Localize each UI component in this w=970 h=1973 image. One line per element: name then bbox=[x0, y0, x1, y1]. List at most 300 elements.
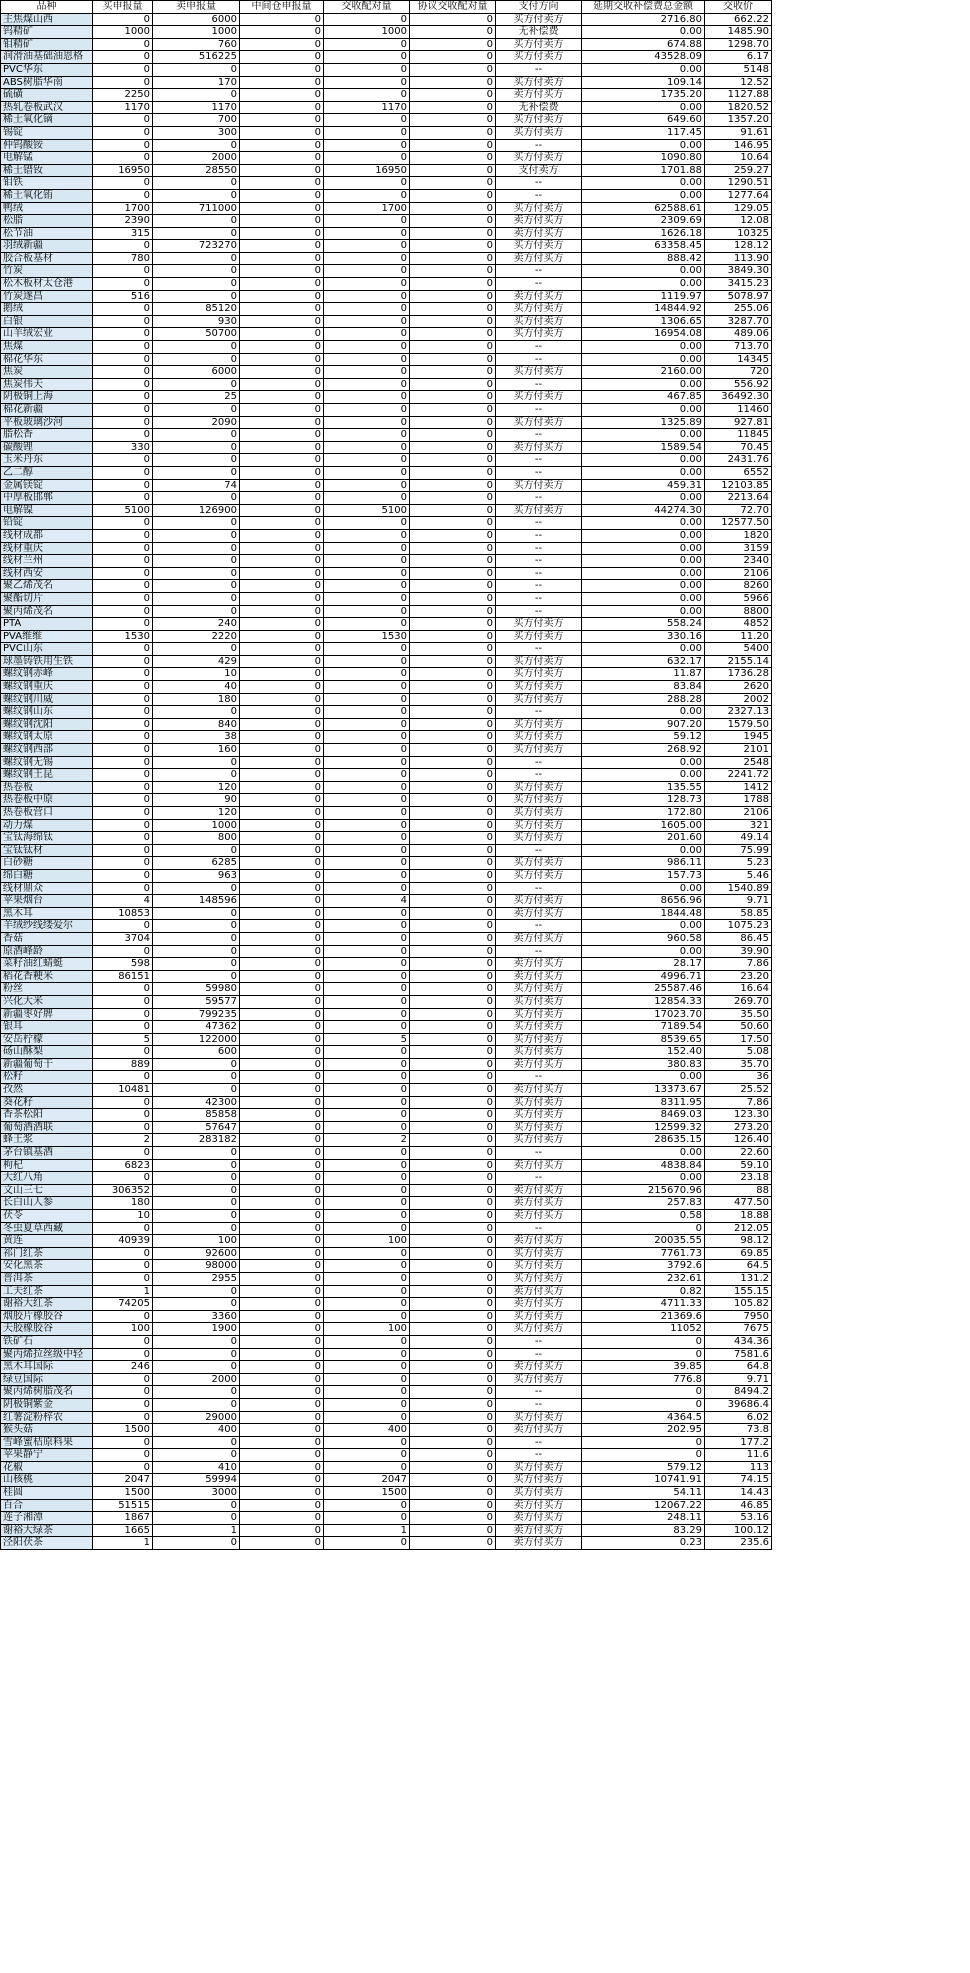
compensation-cell: 11.87 bbox=[582, 668, 705, 681]
payment-direction-cell: -- bbox=[496, 353, 582, 366]
compensation-cell: 1844.48 bbox=[582, 907, 705, 920]
agreement-qty-cell: 0 bbox=[410, 76, 496, 89]
intermediate-qty-cell: 0 bbox=[240, 1147, 324, 1160]
sell-qty-cell: 0 bbox=[153, 1436, 240, 1449]
matched-qty-cell: 0 bbox=[324, 1449, 410, 1462]
table-row bbox=[1, 1159, 772, 1172]
sell-qty-cell: 120 bbox=[153, 807, 240, 820]
payment-direction-cell: 卖方付买方 bbox=[496, 1512, 582, 1525]
price-cell: 64.8 bbox=[705, 1361, 772, 1374]
price-cell: 273.20 bbox=[705, 1121, 772, 1134]
payment-direction-cell: 买方付卖方 bbox=[496, 1109, 582, 1122]
table-row bbox=[1, 466, 772, 479]
matched-qty-cell: 1530 bbox=[324, 630, 410, 643]
sell-qty-cell: 0 bbox=[153, 265, 240, 278]
compensation-cell: 54.11 bbox=[582, 1487, 705, 1500]
sell-qty-cell: 760 bbox=[153, 38, 240, 51]
buy-qty-cell: 1700 bbox=[93, 202, 153, 215]
table-row bbox=[1, 1210, 772, 1223]
payment-direction-cell: -- bbox=[496, 341, 582, 354]
agreement-qty-cell: 0 bbox=[410, 1096, 496, 1109]
product-cell: 绵白糖 bbox=[1, 869, 93, 882]
price-cell: 235.6 bbox=[705, 1537, 772, 1550]
payment-direction-cell: 买方付卖方 bbox=[496, 718, 582, 731]
intermediate-qty-cell: 0 bbox=[240, 857, 324, 870]
intermediate-qty-cell: 0 bbox=[240, 681, 324, 694]
sell-qty-cell: 0 bbox=[153, 278, 240, 291]
price-cell: 1075.23 bbox=[705, 920, 772, 933]
product-cell: 平板玻璃沙河 bbox=[1, 416, 93, 429]
price-cell: 1485.90 bbox=[705, 26, 772, 39]
intermediate-qty-cell: 0 bbox=[240, 315, 324, 328]
product-cell: 螺纹钢山东 bbox=[1, 706, 93, 719]
table-row bbox=[1, 454, 772, 467]
price-cell: 4852 bbox=[705, 618, 772, 631]
table-row bbox=[1, 1298, 772, 1311]
product-cell: 兴化大米 bbox=[1, 995, 93, 1008]
intermediate-qty-cell: 0 bbox=[240, 1134, 324, 1147]
buy-qty-cell: 0 bbox=[93, 769, 153, 782]
sell-qty-cell: 160 bbox=[153, 744, 240, 757]
price-cell: 2548 bbox=[705, 756, 772, 769]
table-row bbox=[1, 429, 772, 442]
intermediate-qty-cell: 0 bbox=[240, 1021, 324, 1034]
sell-qty-cell: 0 bbox=[153, 290, 240, 303]
price-cell: 5.46 bbox=[705, 869, 772, 882]
agreement-qty-cell: 0 bbox=[410, 341, 496, 354]
sell-qty-cell: 0 bbox=[153, 844, 240, 857]
table-row bbox=[1, 303, 772, 316]
price-cell: 129.05 bbox=[705, 202, 772, 215]
table-row bbox=[1, 1436, 772, 1449]
compensation-cell: 0.00 bbox=[582, 592, 705, 605]
intermediate-qty-cell: 0 bbox=[240, 580, 324, 593]
payment-direction-cell: 买方付卖方 bbox=[496, 1487, 582, 1500]
agreement-qty-cell: 0 bbox=[410, 315, 496, 328]
price-cell: 9.71 bbox=[705, 1373, 772, 1386]
agreement-qty-cell: 0 bbox=[410, 1310, 496, 1323]
buy-qty-cell: 0 bbox=[93, 63, 153, 76]
payment-direction-cell: -- bbox=[496, 1436, 582, 1449]
table-row bbox=[1, 1310, 772, 1323]
intermediate-qty-cell: 0 bbox=[240, 1121, 324, 1134]
agreement-qty-cell: 0 bbox=[410, 1197, 496, 1210]
compensation-cell: 1589.54 bbox=[582, 441, 705, 454]
price-cell: 2327.13 bbox=[705, 706, 772, 719]
product-cell: 新疆枣好牌 bbox=[1, 1008, 93, 1021]
compensation-cell: 960.58 bbox=[582, 932, 705, 945]
compensation-cell: 0.00 bbox=[582, 542, 705, 555]
intermediate-qty-cell: 0 bbox=[240, 404, 324, 417]
payment-direction-cell: -- bbox=[496, 567, 582, 580]
buy-qty-cell: 0 bbox=[93, 416, 153, 429]
payment-direction-cell: -- bbox=[496, 756, 582, 769]
payment-direction-cell: 买方付卖方 bbox=[496, 114, 582, 127]
price-cell: 69.85 bbox=[705, 1247, 772, 1260]
product-cell: 润滑油基础油恩格 bbox=[1, 51, 93, 64]
price-cell: 489.06 bbox=[705, 328, 772, 341]
intermediate-qty-cell: 0 bbox=[240, 655, 324, 668]
agreement-qty-cell: 0 bbox=[410, 1449, 496, 1462]
matched-qty-cell: 0 bbox=[324, 1071, 410, 1084]
payment-direction-cell: 买方付卖方 bbox=[496, 202, 582, 215]
matched-qty-cell: 0 bbox=[324, 290, 410, 303]
product-cell: 花椒 bbox=[1, 1461, 93, 1474]
intermediate-qty-cell: 0 bbox=[240, 744, 324, 757]
product-cell: 金属镁锭 bbox=[1, 479, 93, 492]
matched-qty-cell: 0 bbox=[324, 1172, 410, 1185]
intermediate-qty-cell: 0 bbox=[240, 328, 324, 341]
compensation-cell: 12854.33 bbox=[582, 995, 705, 1008]
buy-qty-cell: 1867 bbox=[93, 1512, 153, 1525]
agreement-qty-cell: 0 bbox=[410, 655, 496, 668]
agreement-qty-cell: 0 bbox=[410, 970, 496, 983]
product-cell: 长白山人参 bbox=[1, 1197, 93, 1210]
buy-qty-cell: 0 bbox=[93, 378, 153, 391]
matched-qty-cell: 0 bbox=[324, 139, 410, 152]
compensation-cell: 0 bbox=[582, 1436, 705, 1449]
buy-qty-cell: 0 bbox=[93, 492, 153, 505]
agreement-qty-cell: 0 bbox=[410, 857, 496, 870]
agreement-qty-cell: 0 bbox=[410, 794, 496, 807]
buy-qty-cell: 2390 bbox=[93, 215, 153, 228]
sell-qty-cell: 240 bbox=[153, 618, 240, 631]
product-cell: 线材成都 bbox=[1, 529, 93, 542]
sell-qty-cell: 2000 bbox=[153, 1373, 240, 1386]
product-cell: 普洱茶 bbox=[1, 1272, 93, 1285]
payment-direction-cell: -- bbox=[496, 404, 582, 417]
agreement-qty-cell: 0 bbox=[410, 303, 496, 316]
payment-direction-cell: 买方付卖方 bbox=[496, 731, 582, 744]
product-cell: 苹果烟台 bbox=[1, 895, 93, 908]
payment-direction-cell: 买方付卖方 bbox=[496, 1021, 582, 1034]
agreement-qty-cell: 0 bbox=[410, 592, 496, 605]
product-cell: 螺纹钢王昆 bbox=[1, 769, 93, 782]
compensation-cell: 0.00 bbox=[582, 706, 705, 719]
table-row bbox=[1, 1071, 772, 1084]
table-row bbox=[1, 1411, 772, 1424]
buy-qty-cell: 0 bbox=[93, 126, 153, 139]
buy-qty-cell: 1665 bbox=[93, 1524, 153, 1537]
agreement-qty-cell: 0 bbox=[410, 1172, 496, 1185]
sell-qty-cell: 0 bbox=[153, 529, 240, 542]
table-row bbox=[1, 819, 772, 832]
buy-qty-cell: 0 bbox=[93, 265, 153, 278]
matched-qty-cell: 0 bbox=[324, 958, 410, 971]
table-row bbox=[1, 1247, 772, 1260]
product-cell: 菜籽油红蜻蜓 bbox=[1, 958, 93, 971]
payment-direction-cell: 卖方付买方 bbox=[496, 1361, 582, 1374]
payment-direction-cell: 买方付卖方 bbox=[496, 1260, 582, 1273]
product-cell: 烟胶片橡胶谷 bbox=[1, 1310, 93, 1323]
matched-qty-cell: 0 bbox=[324, 580, 410, 593]
table-row bbox=[1, 152, 772, 165]
price-cell: 5.23 bbox=[705, 857, 772, 870]
intermediate-qty-cell: 0 bbox=[240, 618, 324, 631]
compensation-cell: 17023.70 bbox=[582, 1008, 705, 1021]
product-cell: 电解锰 bbox=[1, 152, 93, 165]
sell-qty-cell: 0 bbox=[153, 1184, 240, 1197]
intermediate-qty-cell: 0 bbox=[240, 983, 324, 996]
sell-qty-cell: 700 bbox=[153, 114, 240, 127]
compensation-cell: 0.00 bbox=[582, 429, 705, 442]
sell-qty-cell: 0 bbox=[153, 1398, 240, 1411]
agreement-qty-cell: 0 bbox=[410, 869, 496, 882]
payment-direction-cell: 买方付卖方 bbox=[496, 655, 582, 668]
intermediate-qty-cell: 0 bbox=[240, 429, 324, 442]
price-cell: 713.70 bbox=[705, 341, 772, 354]
table-row bbox=[1, 479, 772, 492]
payment-direction-cell: 买方付卖方 bbox=[496, 152, 582, 165]
agreement-qty-cell: 0 bbox=[410, 630, 496, 643]
price-cell: 212.05 bbox=[705, 1222, 772, 1235]
agreement-qty-cell: 0 bbox=[410, 504, 496, 517]
intermediate-qty-cell: 0 bbox=[240, 945, 324, 958]
product-cell: 螺纹钢太原 bbox=[1, 731, 93, 744]
agreement-qty-cell: 0 bbox=[410, 1046, 496, 1059]
table-row bbox=[1, 958, 772, 971]
table-body bbox=[1, 13, 772, 1549]
matched-qty-cell: 0 bbox=[324, 466, 410, 479]
table-row bbox=[1, 227, 772, 240]
matched-qty-cell: 0 bbox=[324, 693, 410, 706]
product-cell: 稀土氧化镝 bbox=[1, 114, 93, 127]
intermediate-qty-cell: 0 bbox=[240, 958, 324, 971]
payment-direction-cell: 支付卖方 bbox=[496, 164, 582, 177]
intermediate-qty-cell: 0 bbox=[240, 13, 324, 26]
compensation-cell: 0 bbox=[582, 1335, 705, 1348]
compensation-cell: 10741.91 bbox=[582, 1474, 705, 1487]
price-cell: 70.45 bbox=[705, 441, 772, 454]
agreement-qty-cell: 0 bbox=[410, 89, 496, 102]
compensation-cell: 202.95 bbox=[582, 1424, 705, 1437]
payment-direction-cell: 买方付卖方 bbox=[496, 807, 582, 820]
compensation-cell: 28635.15 bbox=[582, 1134, 705, 1147]
sell-qty-cell: 0 bbox=[153, 1084, 240, 1097]
agreement-qty-cell: 0 bbox=[410, 781, 496, 794]
matched-qty-cell: 0 bbox=[324, 391, 410, 404]
table-row bbox=[1, 1348, 772, 1361]
price-cell: 2620 bbox=[705, 681, 772, 694]
product-cell: 莲子湘潭 bbox=[1, 1512, 93, 1525]
price-cell: 2155.14 bbox=[705, 655, 772, 668]
buy-qty-cell: 0 bbox=[93, 618, 153, 631]
compensation-cell: 0.00 bbox=[582, 378, 705, 391]
matched-qty-cell: 0 bbox=[324, 983, 410, 996]
intermediate-qty-cell: 0 bbox=[240, 1436, 324, 1449]
price-cell: 74.15 bbox=[705, 1474, 772, 1487]
product-cell: 胶合板基材 bbox=[1, 252, 93, 265]
price-cell: 128.12 bbox=[705, 240, 772, 253]
buy-qty-cell: 0 bbox=[93, 1046, 153, 1059]
sell-qty-cell: 0 bbox=[153, 1071, 240, 1084]
price-cell: 18.88 bbox=[705, 1210, 772, 1223]
sell-qty-cell: 0 bbox=[153, 920, 240, 933]
table-row bbox=[1, 1260, 772, 1273]
intermediate-qty-cell: 0 bbox=[240, 1310, 324, 1323]
table-row bbox=[1, 341, 772, 354]
buy-qty-cell: 0 bbox=[93, 794, 153, 807]
agreement-qty-cell: 0 bbox=[410, 744, 496, 757]
product-cell: 聚丙烯树脂茂名 bbox=[1, 1386, 93, 1399]
matched-qty-cell: 0 bbox=[324, 832, 410, 845]
table-row bbox=[1, 252, 772, 265]
price-cell: 1298.70 bbox=[705, 38, 772, 51]
table-row bbox=[1, 1021, 772, 1034]
buy-qty-cell: 2047 bbox=[93, 1474, 153, 1487]
header-compensation-total: 延期交收补偿费总金额 bbox=[582, 1, 705, 14]
agreement-qty-cell: 0 bbox=[410, 1235, 496, 1248]
payment-direction-cell: 卖方付买方 bbox=[496, 290, 582, 303]
payment-direction-cell: 买方付卖方 bbox=[496, 618, 582, 631]
buy-qty-cell: 0 bbox=[93, 693, 153, 706]
product-cell: 葵花籽 bbox=[1, 1096, 93, 1109]
matched-qty-cell: 0 bbox=[324, 341, 410, 354]
price-cell: 88 bbox=[705, 1184, 772, 1197]
payment-direction-cell: 买方付卖方 bbox=[496, 479, 582, 492]
price-cell: 1788 bbox=[705, 794, 772, 807]
agreement-qty-cell: 0 bbox=[410, 920, 496, 933]
product-cell: 谢裕大红茶 bbox=[1, 1298, 93, 1311]
compensation-cell: 1306.65 bbox=[582, 315, 705, 328]
table-row bbox=[1, 290, 772, 303]
sell-qty-cell: 0 bbox=[153, 466, 240, 479]
table-row bbox=[1, 832, 772, 845]
sell-qty-cell: 0 bbox=[153, 89, 240, 102]
sell-qty-cell: 29000 bbox=[153, 1411, 240, 1424]
sell-qty-cell: 600 bbox=[153, 1046, 240, 1059]
price-cell: 9.71 bbox=[705, 895, 772, 908]
product-cell: 玉米丹东 bbox=[1, 454, 93, 467]
product-cell: 孜然 bbox=[1, 1084, 93, 1097]
agreement-qty-cell: 0 bbox=[410, 177, 496, 190]
price-cell: 58.85 bbox=[705, 907, 772, 920]
header-row bbox=[1, 1, 772, 14]
matched-qty-cell: 0 bbox=[324, 592, 410, 605]
agreement-qty-cell: 0 bbox=[410, 13, 496, 26]
compensation-cell: 83.84 bbox=[582, 681, 705, 694]
product-cell: 羽绒新疆 bbox=[1, 240, 93, 253]
product-cell: 谢裕大绿茶 bbox=[1, 1524, 93, 1537]
buy-qty-cell: 0 bbox=[93, 466, 153, 479]
table-row bbox=[1, 1285, 772, 1298]
buy-qty-cell: 0 bbox=[93, 454, 153, 467]
intermediate-qty-cell: 0 bbox=[240, 1474, 324, 1487]
matched-qty-cell: 0 bbox=[324, 1436, 410, 1449]
intermediate-qty-cell: 0 bbox=[240, 202, 324, 215]
price-cell: 35.70 bbox=[705, 1058, 772, 1071]
table-row bbox=[1, 416, 772, 429]
sell-qty-cell: 0 bbox=[153, 932, 240, 945]
compensation-cell: 0 bbox=[582, 1449, 705, 1462]
table-row bbox=[1, 618, 772, 631]
sell-qty-cell: 283182 bbox=[153, 1134, 240, 1147]
header-sell-qty: 卖申报量 bbox=[153, 1, 240, 14]
price-cell: 7.86 bbox=[705, 1096, 772, 1109]
buy-qty-cell: 889 bbox=[93, 1058, 153, 1071]
intermediate-qty-cell: 0 bbox=[240, 1398, 324, 1411]
intermediate-qty-cell: 0 bbox=[240, 819, 324, 832]
price-cell: 3415.23 bbox=[705, 278, 772, 291]
product-cell: 锡锭 bbox=[1, 126, 93, 139]
agreement-qty-cell: 0 bbox=[410, 404, 496, 417]
payment-direction-cell: 卖方付买方 bbox=[496, 1184, 582, 1197]
matched-qty-cell: 0 bbox=[324, 265, 410, 278]
sell-qty-cell: 0 bbox=[153, 177, 240, 190]
sell-qty-cell: 1 bbox=[153, 1524, 240, 1537]
price-cell: 6552 bbox=[705, 466, 772, 479]
agreement-qty-cell: 0 bbox=[410, 1121, 496, 1134]
product-cell: 稻花香粳米 bbox=[1, 970, 93, 983]
payment-direction-cell: -- bbox=[496, 492, 582, 505]
payment-direction-cell: 买方付卖方 bbox=[496, 794, 582, 807]
compensation-cell: 0.82 bbox=[582, 1285, 705, 1298]
compensation-cell: 25587.46 bbox=[582, 983, 705, 996]
intermediate-qty-cell: 0 bbox=[240, 38, 324, 51]
payment-direction-cell: 买方付卖方 bbox=[496, 504, 582, 517]
intermediate-qty-cell: 0 bbox=[240, 1449, 324, 1462]
payment-direction-cell: -- bbox=[496, 517, 582, 530]
table-row bbox=[1, 592, 772, 605]
compensation-cell: 8469.03 bbox=[582, 1109, 705, 1122]
payment-direction-cell: 卖方付买方 bbox=[496, 1235, 582, 1248]
table-row bbox=[1, 706, 772, 719]
intermediate-qty-cell: 0 bbox=[240, 252, 324, 265]
compensation-cell: 1735.20 bbox=[582, 89, 705, 102]
table-row bbox=[1, 542, 772, 555]
matched-qty-cell: 0 bbox=[324, 404, 410, 417]
agreement-qty-cell: 0 bbox=[410, 643, 496, 656]
intermediate-qty-cell: 0 bbox=[240, 1247, 324, 1260]
sell-qty-cell: 170 bbox=[153, 76, 240, 89]
sell-qty-cell: 1170 bbox=[153, 101, 240, 114]
table-row bbox=[1, 366, 772, 379]
intermediate-qty-cell: 0 bbox=[240, 126, 324, 139]
agreement-qty-cell: 0 bbox=[410, 1008, 496, 1021]
price-cell: 8494.2 bbox=[705, 1386, 772, 1399]
buy-qty-cell: 0 bbox=[93, 517, 153, 530]
product-cell: 钼精矿 bbox=[1, 38, 93, 51]
price-cell: 662.22 bbox=[705, 13, 772, 26]
product-cell: 线材兰州 bbox=[1, 555, 93, 568]
sell-qty-cell: 0 bbox=[153, 882, 240, 895]
intermediate-qty-cell: 0 bbox=[240, 504, 324, 517]
matched-qty-cell: 0 bbox=[324, 1461, 410, 1474]
product-cell: 雪峰蜜桔原料果 bbox=[1, 1436, 93, 1449]
price-cell: 6.02 bbox=[705, 1411, 772, 1424]
product-cell: 山核桃 bbox=[1, 1474, 93, 1487]
sell-qty-cell: 100 bbox=[153, 1235, 240, 1248]
payment-direction-cell: -- bbox=[496, 1071, 582, 1084]
payment-direction-cell: 买方付卖方 bbox=[496, 630, 582, 643]
buy-qty-cell: 0 bbox=[93, 315, 153, 328]
product-cell: 大红八角 bbox=[1, 1172, 93, 1185]
payment-direction-cell: -- bbox=[496, 139, 582, 152]
intermediate-qty-cell: 0 bbox=[240, 1373, 324, 1386]
price-cell: 12103.85 bbox=[705, 479, 772, 492]
intermediate-qty-cell: 0 bbox=[240, 643, 324, 656]
table-row bbox=[1, 857, 772, 870]
intermediate-qty-cell: 0 bbox=[240, 920, 324, 933]
payment-direction-cell: 买方付卖方 bbox=[496, 681, 582, 694]
price-cell: 39.90 bbox=[705, 945, 772, 958]
table-row bbox=[1, 1361, 772, 1374]
buy-qty-cell: 1500 bbox=[93, 1487, 153, 1500]
matched-qty-cell: 0 bbox=[324, 114, 410, 127]
matched-qty-cell: 0 bbox=[324, 655, 410, 668]
product-cell: 焦煤 bbox=[1, 341, 93, 354]
agreement-qty-cell: 0 bbox=[410, 1033, 496, 1046]
